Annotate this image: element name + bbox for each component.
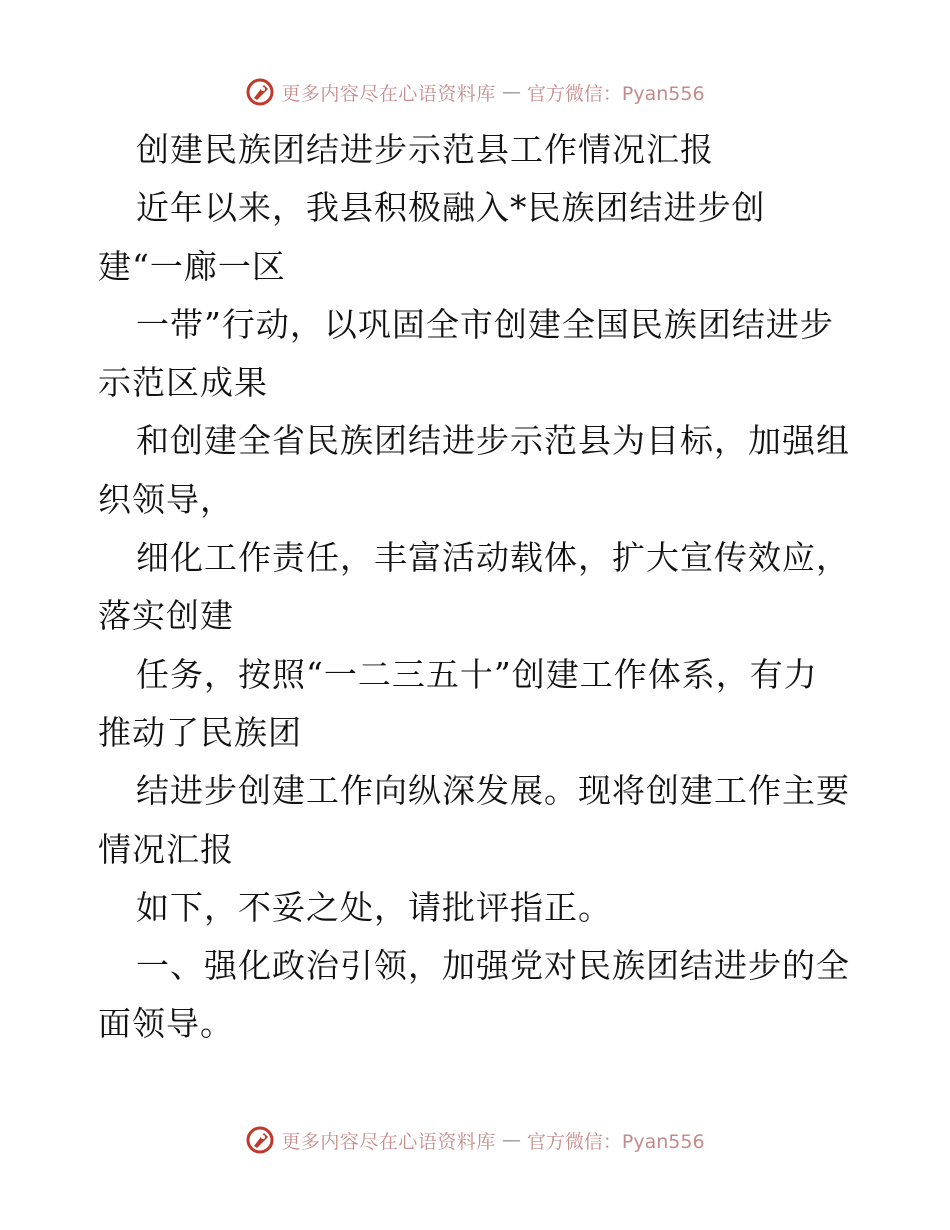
watermark-text: 更多内容尽在心语资料库: [281, 82, 496, 105]
paragraph-line: 推动了民族团: [98, 712, 302, 752]
paragraph-line: 建“一廊一区: [98, 246, 286, 286]
paragraph-line: 示范区成果: [98, 363, 268, 403]
paragraph-line: 织领导，: [98, 479, 234, 519]
header-watermark: [0, 72, 950, 112]
watermark-separator: —: [501, 81, 521, 103]
pen-nib-circle-icon: [245, 77, 275, 107]
paragraph-line: 和创建全省民族团结进步示范县为目标，加强组: [136, 421, 850, 461]
paragraph-line: 落实创建: [98, 596, 234, 636]
pen-nib-circle-icon: [245, 1125, 275, 1155]
paragraph-line: 一、强化政治引领，加强党对民族团结进步的全: [136, 946, 850, 986]
watermark-text: 更多内容尽在心语资料库: [281, 1130, 496, 1153]
paragraph-line: 如下，不妥之处，请批评指正。: [136, 887, 612, 927]
paragraph-line: 近年以来，我县积极融入*民族团结进步创: [136, 188, 766, 228]
footer-watermark: [0, 1120, 950, 1160]
paragraph-line: 细化工作责任，丰富活动载体，扩大宣传效应，: [136, 538, 850, 578]
paragraph-line: 面领导。: [98, 1004, 234, 1044]
watermark-wechat: 官方微信：Pyan556: [526, 1130, 705, 1153]
paragraph-line: 情况汇报: [98, 829, 234, 869]
paragraph-line: 一带”行动，以巩固全市创建全国民族团结进步: [136, 304, 834, 344]
watermark-separator: —: [501, 1129, 521, 1151]
document-body: [98, 121, 858, 1054]
paragraph-line: 任务，按照“一二三五十”创建工作体系，有力: [136, 654, 818, 694]
paragraph-line: 结进步创建工作向纵深发展。现将创建工作主要: [136, 771, 850, 811]
document-title: 创建民族团结进步示范县工作情况汇报: [136, 130, 714, 169]
watermark-wechat: 官方微信：Pyan556: [526, 82, 705, 105]
